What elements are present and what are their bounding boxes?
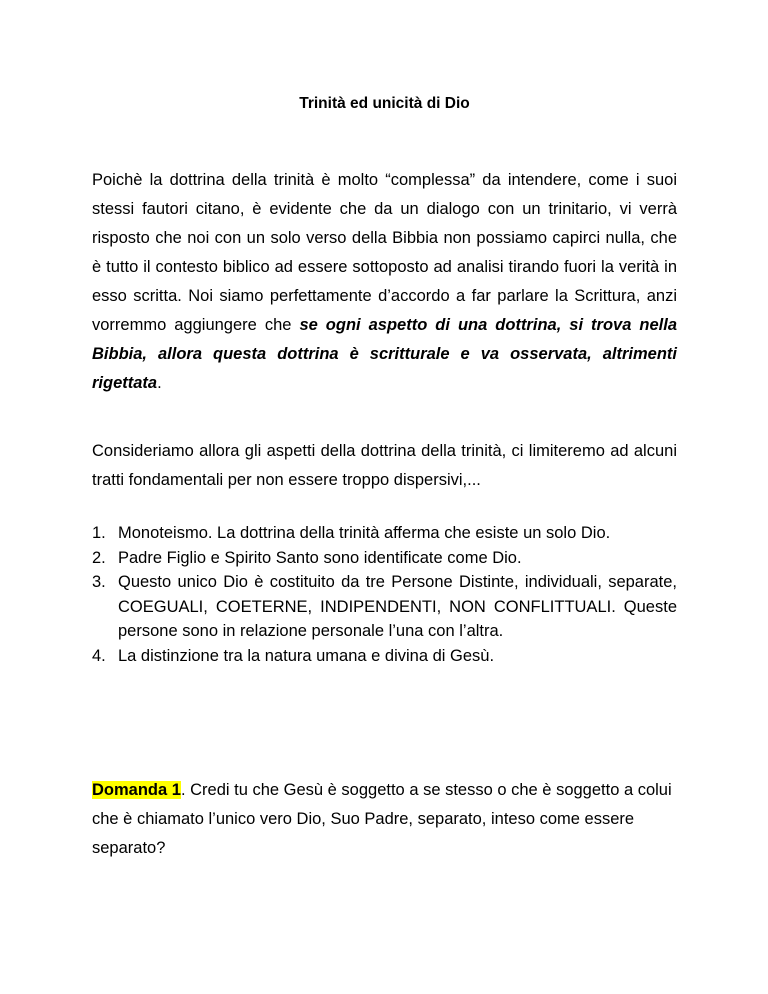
aspects-list bbox=[92, 521, 677, 668]
list-item-number: 1. bbox=[92, 524, 106, 542]
list-item-text: Monoteismo. La dottrina della trinità afferma che esiste un solo Dio. bbox=[118, 524, 611, 542]
document-title: Trinità ed unicità di Dio bbox=[299, 95, 470, 112]
list-item bbox=[92, 521, 677, 546]
paragraph-intro-text: Poichè la dottrina della trinità è molto “complessa” da intendere, come i suoi stessi fautori citano, è evidente che da un dialogo con un trinitario, vi verrà risposto che noi con un solo verso della Bibbia non possiamo capirci nulla, che è tutto il contesto biblico ad essere sottoposto ad analisi tirando fuori la verità in esso scritta. Noi siamo perfettamente d’accordo a far parlare la Scrittura, anzi vorremmo aggiungere che bbox=[92, 171, 677, 334]
paragraph-aspects: Consideriamo allora gli aspetti della dottrina della trinità, ci limiteremo ad alcuni tratti fondamentali per non essere troppo dispersivi,... bbox=[92, 442, 677, 489]
document-page bbox=[92, 0, 677, 994]
question-label-highlight: Domanda 1 bbox=[92, 781, 181, 799]
list-item bbox=[92, 644, 677, 669]
list-item-text: Questo unico Dio è costituito da tre Persone Distinte, individuali, separate, COEGUALI, COETERNE, INDIPENDENTI, NON CONFLITTUALI. Queste persone sono in relazione personale l’una con l’altra. bbox=[118, 573, 677, 640]
paragraph-intro-emphasis: se ogni aspetto di una dottrina, si trova nella Bibbia, allora questa dottrina è scritturale e va osservata, altrimenti rigettata bbox=[92, 316, 677, 392]
list-item-number: 4. bbox=[92, 646, 106, 665]
list-item bbox=[92, 570, 677, 644]
paragraph-intro bbox=[92, 166, 677, 398]
question-paragraph bbox=[92, 776, 677, 863]
list-item-text: Padre Figlio e Spirito Santo sono identificate come Dio. bbox=[118, 548, 522, 567]
list-item-number: 3. bbox=[92, 573, 106, 591]
paragraph-intro-end: . bbox=[157, 374, 162, 392]
question-text: . Credi tu che Gesù è soggetto a se stesso o che è soggetto a colui che è chiamato l’unico vero Dio, Suo Padre, separato, inteso come essere separato? bbox=[92, 781, 672, 857]
list-item-text: La distinzione tra la natura umana e divina di Gesù. bbox=[118, 646, 495, 665]
list-item-number: 2. bbox=[92, 548, 106, 567]
list-item bbox=[92, 546, 677, 571]
